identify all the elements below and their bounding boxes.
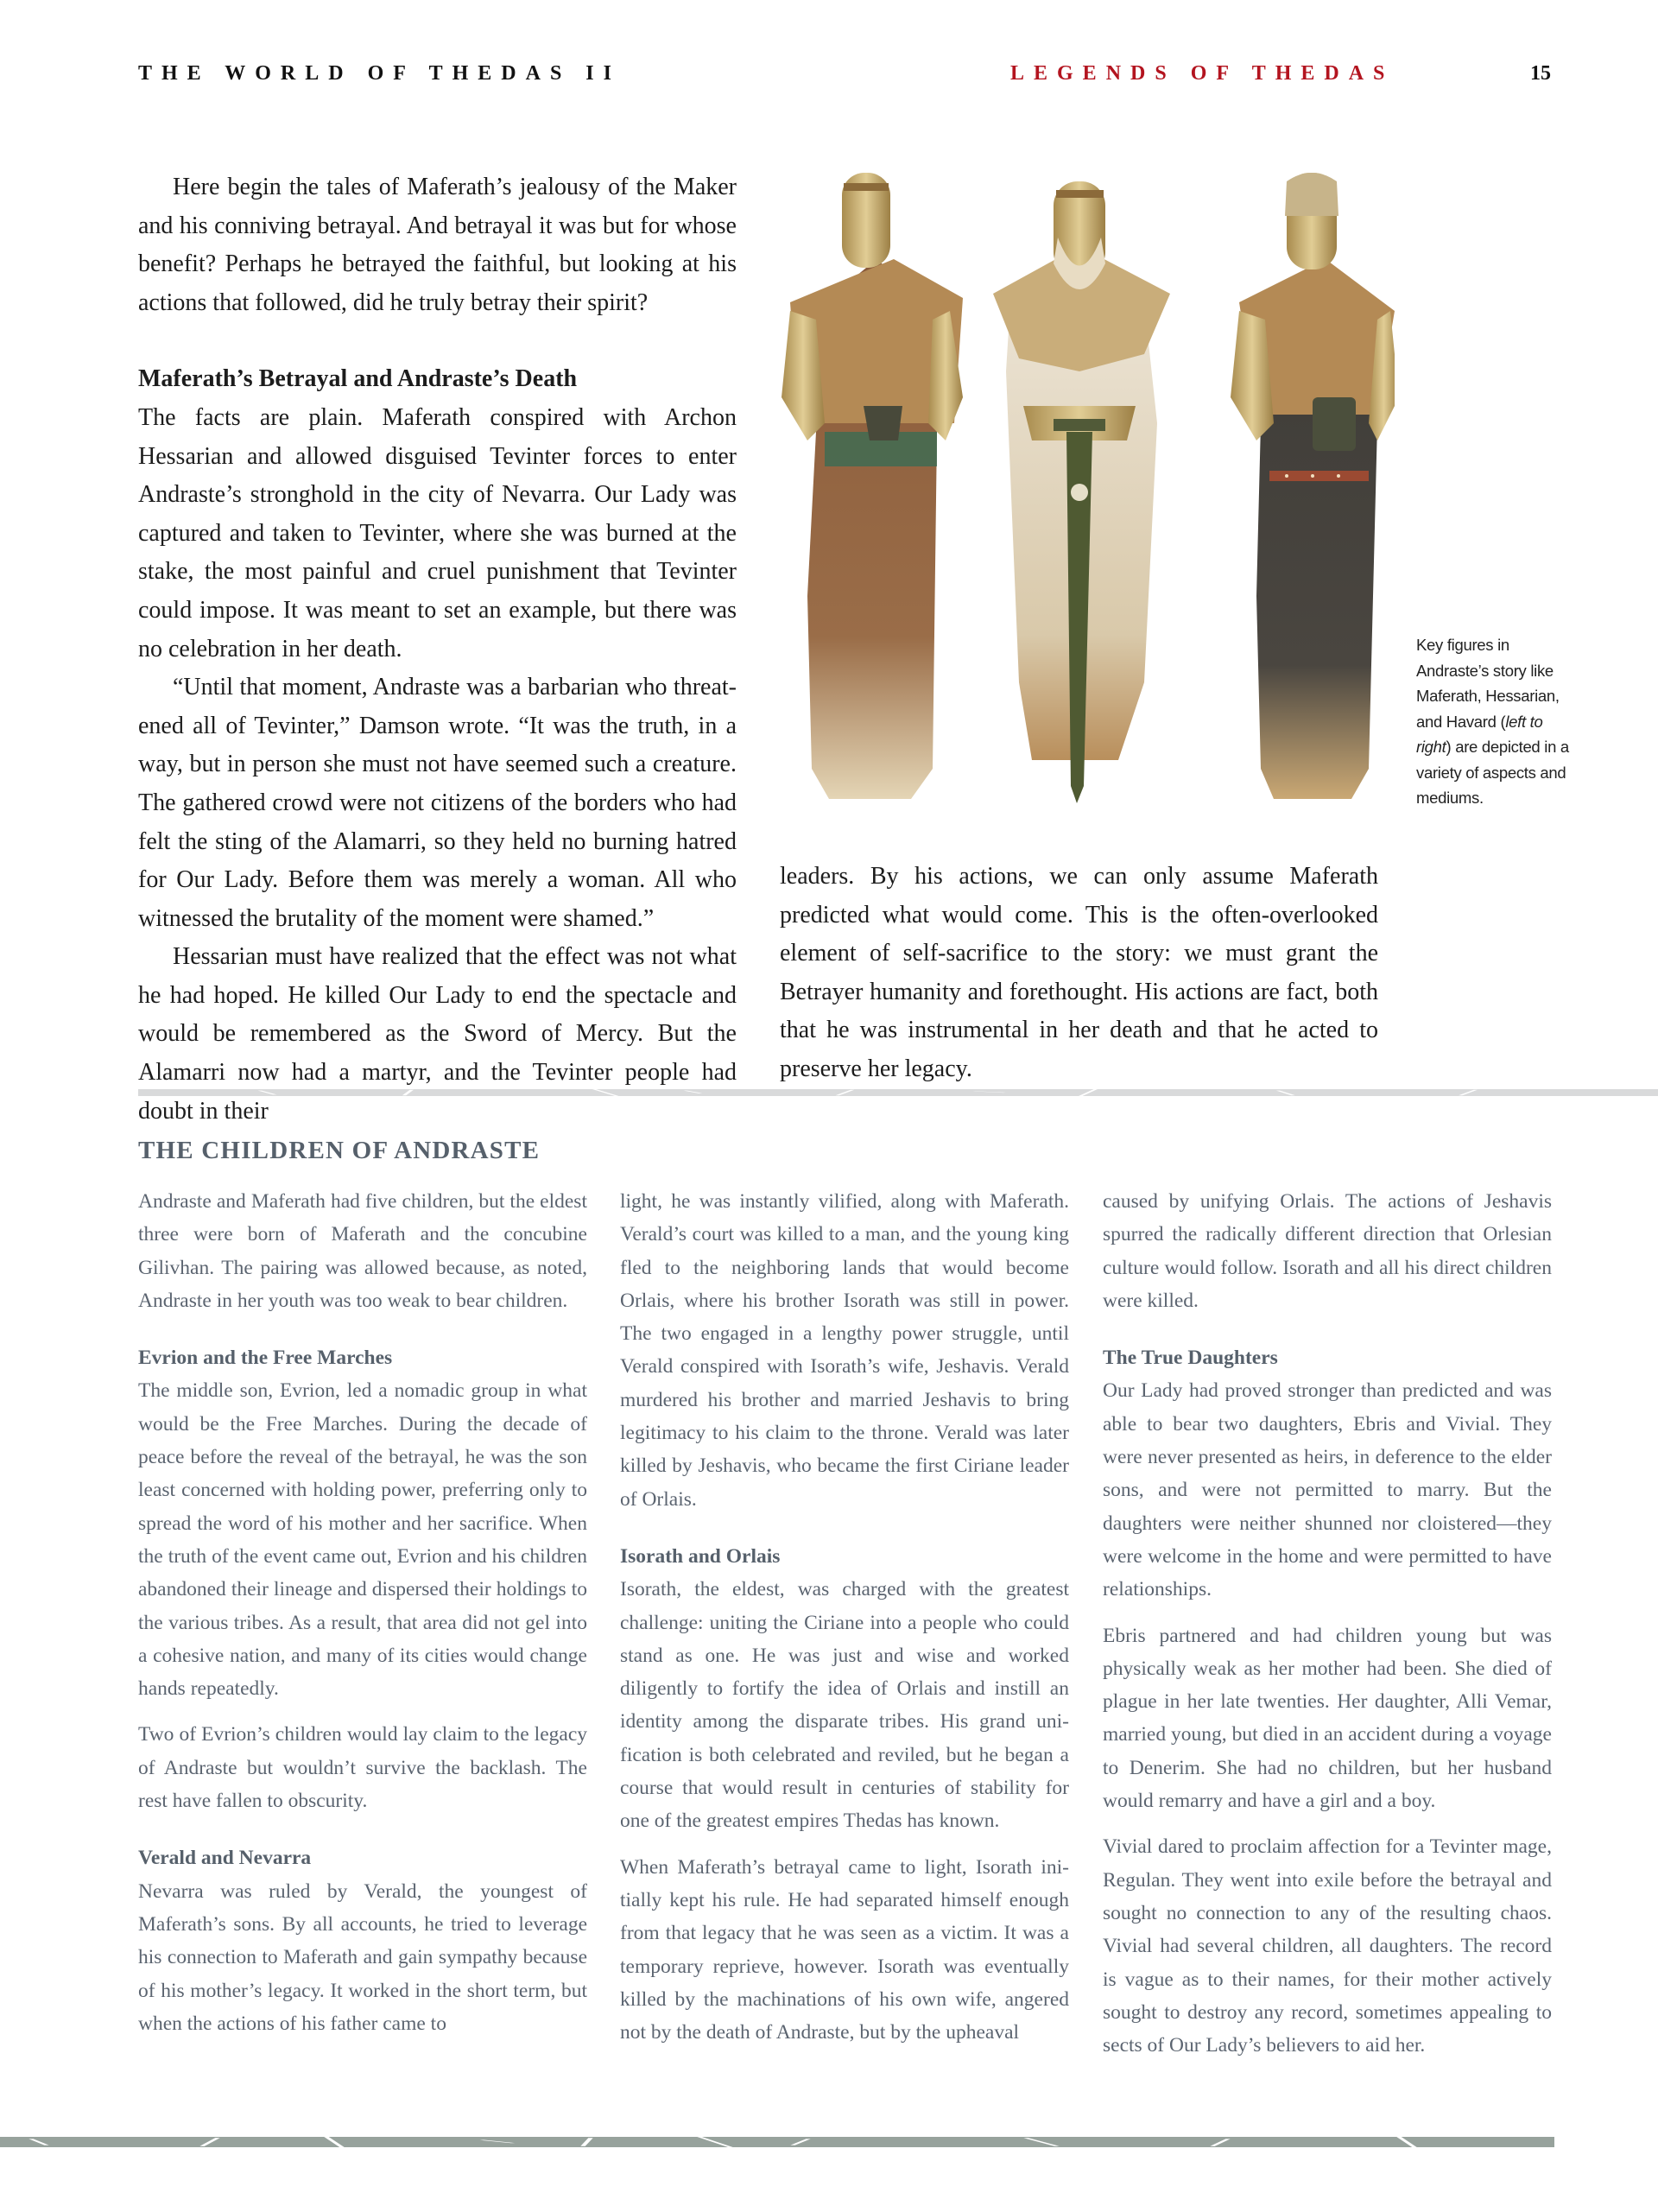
section-paragraph: The middle son, Evrion, led a nomadic group in what would be the Free Marches. During the decade of peace before the reveal of the betrayal, he was the son least concerned with holding power, preferring only to spread the word of his mother and her sacrifice. When the truth of the event came out, Evrion and his children abandoned their lineage and dispersed their holdings to the various tribes. As a result, that area did not gel into a cohesive nation, and many of its cities would change hands repeatedly. xyxy=(138,1379,587,1701)
section-paragraph: Vivial dared to proclaim affection for a Tevinter mage, Regulan. They went into exile before the betrayal and sought no connection to any of the resulting chaos. Vivial had several children, all daughters. The record is vague as to their names, for their mother actively sought to destroy any record, sometimes appealing to sects of Our Lady’s believers to aid her. xyxy=(1103,1835,1552,2057)
running-head-book-title: THE WORLD OF THEDAS II xyxy=(138,62,621,85)
caption-italic: left to right xyxy=(1416,712,1543,756)
section-paragraph: caused by unifying Orlais. The actions of Jeshavis spurred the radically different direction that Orlesian culture would follow. Isorath and all his direct children were killed. xyxy=(1103,1190,1552,1312)
subsection-heading: Evrion and the Free Marches xyxy=(138,1347,393,1370)
section-paragraph: Andraste and Maferath had five children, but the eldest three were born of Maferath and the concubine Gilivhan. The pairing was allowed because, as noted, Andraste in her youth was too weak to bear children. xyxy=(138,1190,587,1312)
section-title: THE CHILDREN OF ANDRASTE xyxy=(138,1137,541,1164)
body-paragraph: Hessarian must have realized that the effect was not what he had hoped. He killed Our Lady to end the spectacle and would be remembered as the Sword of Mercy. But the Alamarri now had a martyr, and the Tevinter people had doubt in their xyxy=(138,943,737,1125)
intro-column xyxy=(138,168,737,1131)
children-column-3 xyxy=(1103,1185,1552,2075)
running-head-chapter-title: LEGENDS OF THEDAS xyxy=(1010,62,1395,85)
subsection-heading: Verald and Nevarra xyxy=(138,1847,312,1870)
figure-caption xyxy=(1416,632,1580,811)
body-paragraph: “Until that moment, Andraste was a barbarian who threatened all of Tevinter,” Damson wrote. “It was the truth, in a way, but in person she must not have seemed such a creature. The gathered crowd were not citizens of the borders who had felt the sting of the Alamarri, so they held no burning hatred for Our Lady. Before them was merely a woman. All who witnessed the brutality of the moment were shamed.” xyxy=(138,674,737,932)
statue-maferath xyxy=(782,173,963,799)
subheading-betrayal: Maferath’s Betrayal and Andraste’s Death xyxy=(138,365,578,393)
caption-text: Key figures in Andraste’s story like Maferath, Hessarian, and Havard ( xyxy=(1416,636,1560,731)
section-divider xyxy=(138,1089,1658,1096)
statues-illustration xyxy=(773,164,1395,821)
section-paragraph: Our Lady had proved stronger than predicted and was able to bear two daughters, Ebris and Vivial. They were never presented as heirs, in deference to the elder sons, and were not permitted to marry. But the daughters were neither shunned nor cloistered—they were welcome in the home and were permitted to have relationships. xyxy=(1103,1379,1552,1601)
intro-continuation-column xyxy=(780,858,1378,1089)
body-paragraph: The facts are plain. Maferath conspired with Archon Hessarian and allowed disguised Tevinter forces to enter Andraste’s stronghold in the city of Nevarra. Our Lady was captured and taken to Tevinter, where she was burned at the stake, the most painful and cruel punishment that Tevinter could impose. It was meant to set an example, but there was no celebration in her death. xyxy=(138,403,737,662)
footer-divider xyxy=(0,2137,1554,2147)
section-paragraph: Nevarra was ruled by Verald, the youngest of Maferath’s sons. By all accounts, he tried to leverage his connection to Maferath and gain sympathy because of his mother’s legacy. It worked in the short term, but when the actions of his father came to xyxy=(138,1879,587,2035)
subsection-heading: The True Daughters xyxy=(1103,1347,1278,1370)
section-paragraph: Ebris partnered and had children young but was physically weak as her mother had been. She died of plague in her late twenties. Her daughter, Alli Vemar, married young, but died in an accident during a voyage to Denerim. She had no children, but her husband would remarry and have a girl and a boy. xyxy=(1103,1624,1552,1813)
section-paragraph: Isorath, the eldest, was charged with the greatest challenge: uniting the Ciriane into a people who could stand as one. He was just and wise and worked diligently to fortify the idea of Orlais and instill an identity among the disparate tribes. His grand unification is both celebrated and reviled, but he began a course that would result in centuries of stability for one of the greatest empires Thedas has known. xyxy=(620,1578,1069,1833)
subsection-heading: Isorath and Orlais xyxy=(620,1544,781,1568)
children-column-1 xyxy=(138,1185,587,2053)
section-paragraph: Two of Evrion’s children would lay claim to the legacy of Andraste but wouldn’t survive the backlash. The rest have fallen to obscurity. xyxy=(138,1723,587,1813)
section-paragraph: When Maferath’s betrayal came to light, Isorath initially kept his rule. He had separated himself enough from that legacy that he was seen as a victim. It was a temporary reprieve, however. Isorath was eventually killed by the machinations of his own wife, angered not by the death of Andraste, but by the upheaval xyxy=(620,1855,1069,2044)
statue-hessarian xyxy=(993,181,1170,803)
caption-text-end: ) are depicted in a variety of aspects and mediums. xyxy=(1416,738,1569,807)
intro-paragraph: Here begin the tales of Maferath’s jealousy of the Maker and his conniving betrayal. And betrayal it was but for whose benefit? Perhaps he betrayed the faithful, but looking at his actions that followed, did he truly betray their spirit? xyxy=(138,174,737,316)
statue-havard xyxy=(1231,173,1395,799)
section-paragraph: light, he was instantly vilified, along with Maferath. Verald’s court was killed to a man, and the young king fled to the neighboring lands that would become Orlais, where his brother Isorath was still in power. The two engaged in a lengthy power struggle, until Verald conspired with Isorath’s wife, Jeshavis. Verald murdered his brother and married Jeshavis to bring legitimacy to his claim to the throne. Verald was later killed by Jeshavis, who became the first Ciriane leader of Orlais. xyxy=(620,1190,1069,1511)
page-number: 15 xyxy=(1530,62,1551,85)
body-paragraph: leaders. By his actions, we can only assume Maferath predicted what would come. This is the often-overlooked element of self-sacrifice to the story: we must grant the Betrayer humanity and forethought. His actions are fact, both that he was instrumental in her death and that he acted to preserve her legacy. xyxy=(780,863,1378,1082)
children-column-2 xyxy=(620,1185,1069,2062)
